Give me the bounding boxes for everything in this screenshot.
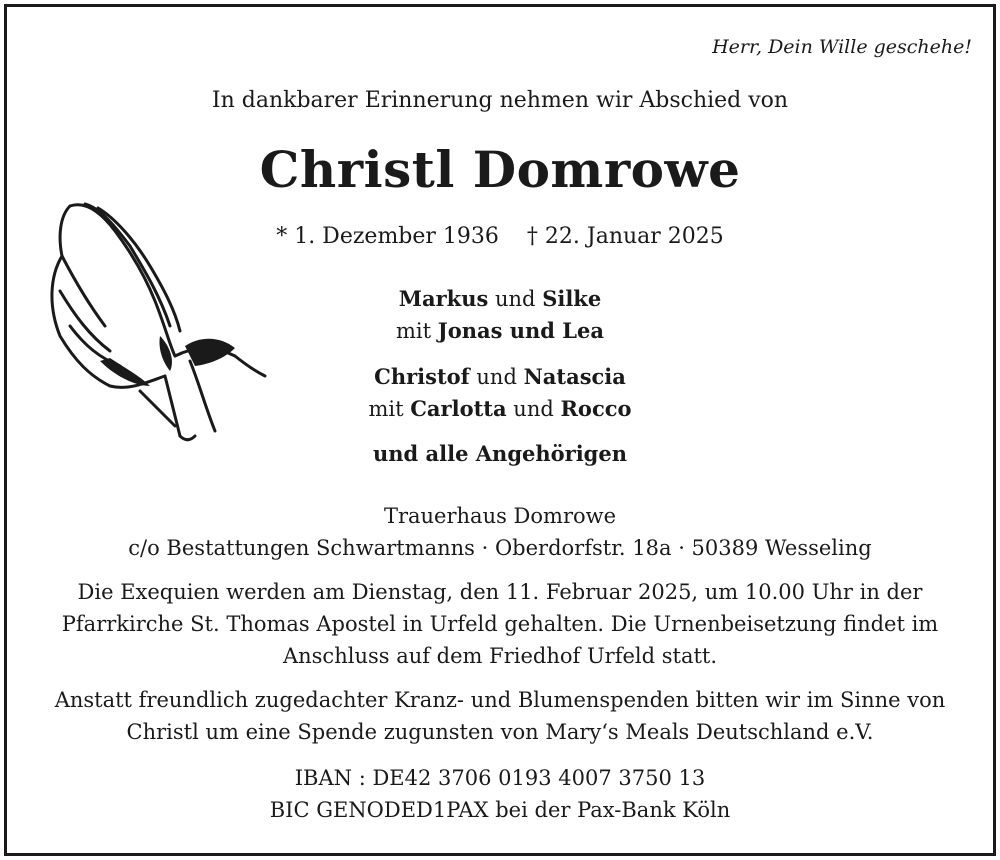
family-name: Rocco — [560, 396, 632, 421]
family-with: mit — [396, 319, 432, 343]
motto: Herr, Dein Wille geschehe! — [712, 36, 972, 58]
birth-date: * 1. Dezember 1936 — [276, 224, 499, 249]
bank-details — [0, 762, 1000, 826]
family-name: Christof — [374, 364, 470, 389]
family-name: Jonas und Lea — [437, 318, 604, 343]
donation-line: Anstatt freundlich zugedachter Kranz- und Blumenspenden bitten wir im Sinne von — [54, 688, 946, 712]
family-name: Markus — [398, 286, 489, 311]
service-line: Die Exequien werden am Dienstag, den 11. Februar 2025, um 10.00 Uhr in der — [77, 580, 923, 604]
death-date: † 22. Januar 2025 — [526, 224, 724, 249]
family-with: mit — [368, 397, 404, 421]
family-conjunction: und — [476, 365, 517, 389]
donation-line: Christl um eine Spende zugunsten von Mary‘s Meals Deutschland e.V. — [126, 720, 874, 744]
relatives-line: und alle Angehörigen — [373, 441, 627, 466]
family-line-1 — [0, 283, 1000, 347]
intro-text: In dankbarer Erinnerung nehmen wir Abschied von — [211, 88, 789, 113]
mourning-house-name: Trauerhaus Domrowe — [383, 504, 617, 528]
family-conjunction: und — [513, 397, 554, 421]
service-info — [0, 576, 1000, 672]
deceased-name: Christl Domrowe — [259, 140, 741, 199]
bic: BIC GENODED1PAX bei der Pax-Bank Köln — [269, 798, 731, 822]
family-conjunction: und — [495, 287, 536, 311]
mourning-house-address: c/o Bestattungen Schwartmanns · Oberdorfstr. 18a · 50389 Wesseling — [128, 536, 872, 560]
family-name: Silke — [542, 286, 602, 311]
mourning-house — [0, 500, 1000, 564]
service-line: Pfarrkirche St. Thomas Apostel in Urfeld gehalten. Die Urnenbeisetzung findet im — [61, 612, 939, 636]
iban: IBAN : DE42 3706 0193 4007 3750 13 — [294, 766, 706, 790]
family-name: Carlotta — [410, 396, 507, 421]
family-name: Natascia — [523, 364, 626, 389]
donation-info — [0, 684, 1000, 748]
family-line-2 — [0, 361, 1000, 425]
service-line: Anschluss auf dem Friedhof Urfeld statt. — [282, 644, 718, 668]
